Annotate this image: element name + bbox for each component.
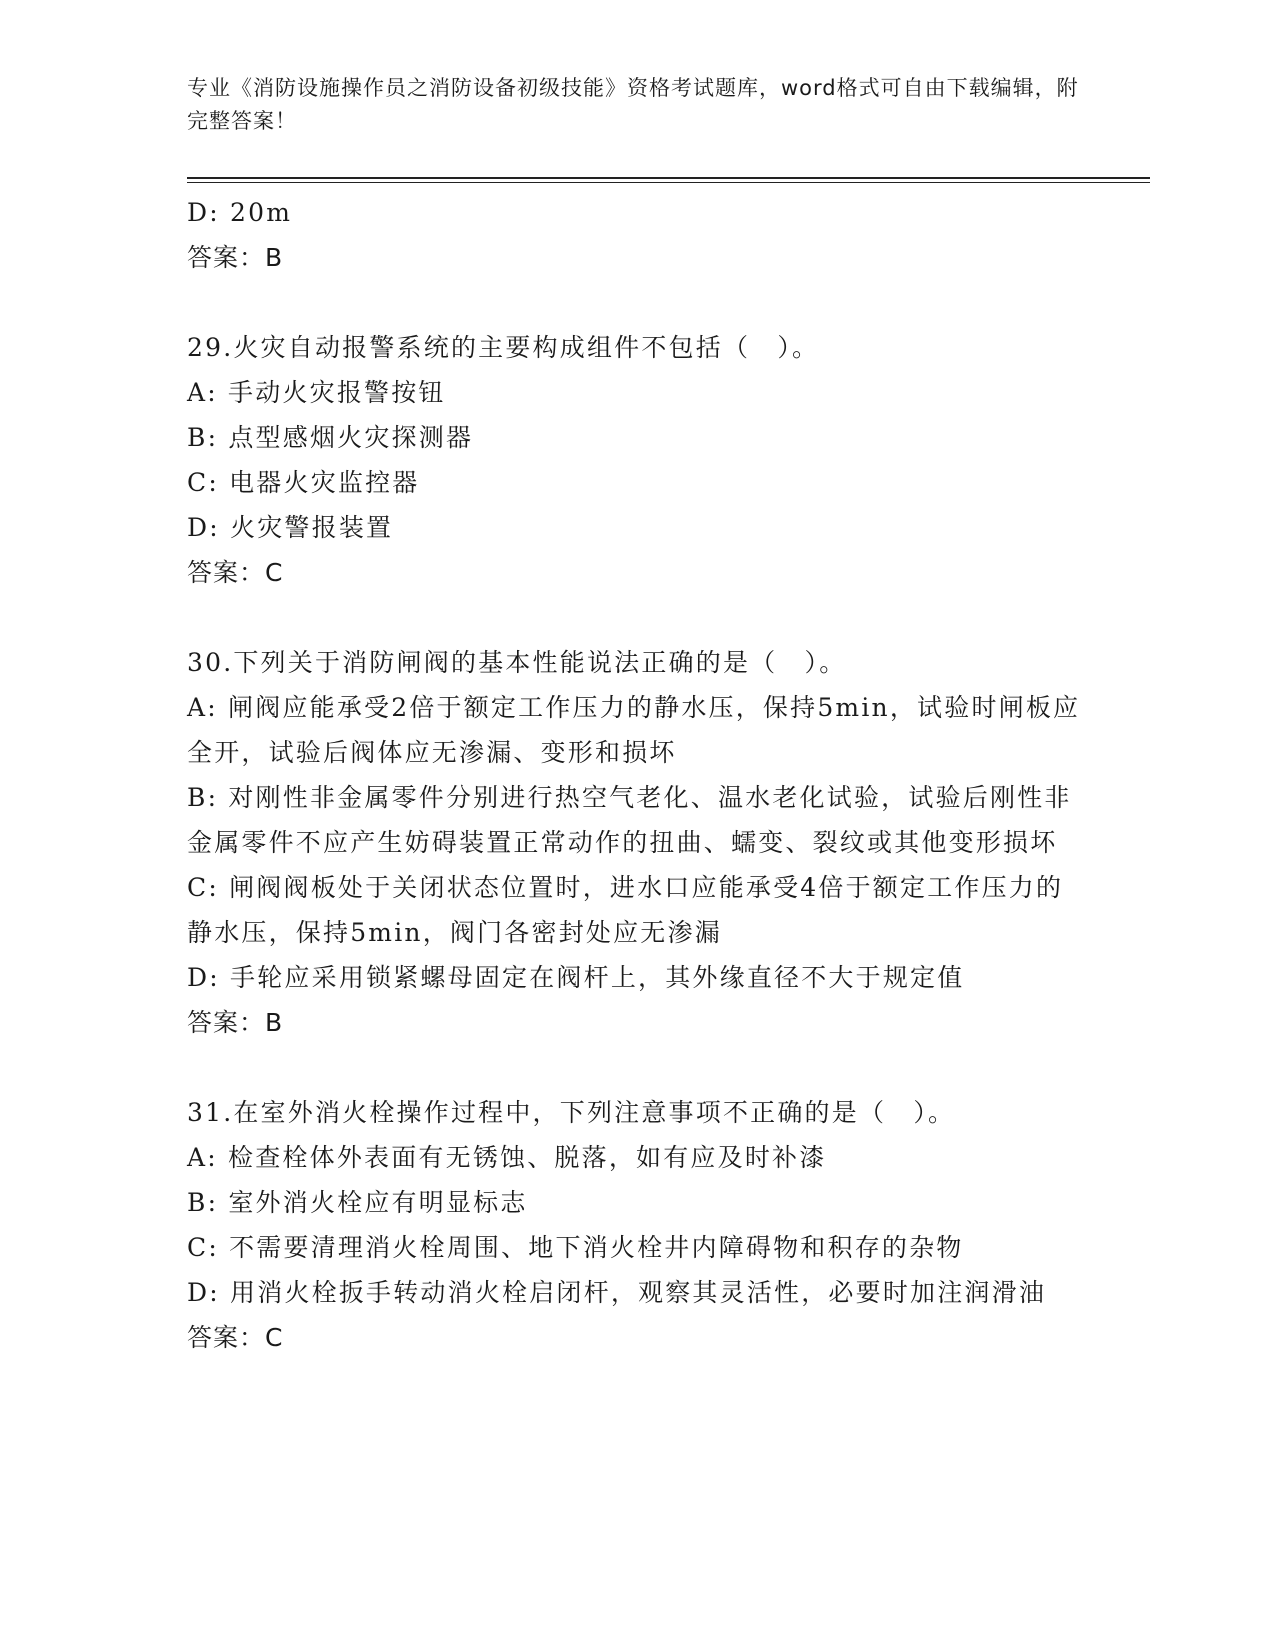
question-stem: 30.下列关于消防闸阀的基本性能说法正确的是（ ）。 xyxy=(187,648,847,677)
option-a: A: 检查栓体外表面有无锈蚀、脱落，如有应及时补漆 xyxy=(187,1143,827,1172)
option-c: C: 闸阀阀板处于关闭状态位置时，进水口应能承受4倍于额定工作压力的静水压，保持5min，阀门各密封处应无渗漏 xyxy=(187,873,1064,947)
spacer xyxy=(187,595,1082,640)
option-b: B: 点型感烟火灾探测器 xyxy=(187,423,474,452)
spacer xyxy=(187,1045,1082,1090)
option-a: A: 闸阀应能承受2倍于额定工作压力的静水压，保持5min，试验时闸板应全开，试验后阀体应无渗漏、变形和损坏 xyxy=(187,693,1081,767)
question-stem: 29.火灾自动报警系统的主要构成组件不包括（ ）。 xyxy=(187,333,820,362)
question-30 xyxy=(187,640,1082,1045)
option-c: C: 电器火灾监控器 xyxy=(187,468,420,497)
option-d: D: 火灾警报装置 xyxy=(187,513,394,542)
prev-question-option-d: D: 20m xyxy=(187,198,293,227)
option-a: A: 手动火灾报警按钮 xyxy=(187,378,446,407)
document-header: 专业《消防设施操作员之消防设备初级技能》资格考试题库，word格式可自由下载编辑，附完整答案！ xyxy=(187,76,1079,133)
question-content xyxy=(187,190,1082,1360)
prev-question-answer: 答案：B xyxy=(187,243,284,272)
option-c: C: 不需要清理消火栓周围、地下消火栓井内障碍物和积存的杂物 xyxy=(187,1233,964,1262)
header-divider-thick xyxy=(187,177,1150,179)
question-answer: 答案：C xyxy=(187,558,284,587)
spacer xyxy=(187,280,1082,325)
option-b: B: 室外消火栓应有明显标志 xyxy=(187,1188,528,1217)
question-answer: 答案：B xyxy=(187,1008,284,1037)
question-29 xyxy=(187,325,1082,595)
option-b: B: 对刚性非金属零件分别进行热空气老化、温水老化试验，试验后刚性非金属零件不应产生妨碍装置正常动作的扭曲、蠕变、裂纹或其他变形损坏 xyxy=(187,783,1072,857)
option-d: D: 用消火栓扳手转动消火栓启闭杆，观察其灵活性，必要时加注润滑油 xyxy=(187,1278,1047,1307)
question-31 xyxy=(187,1090,1082,1360)
question-stem: 31.在室外消火栓操作过程中，下列注意事项不正确的是（ ）。 xyxy=(187,1098,956,1127)
option-d: D: 手轮应采用锁紧螺母固定在阀杆上，其外缘直径不大于规定值 xyxy=(187,963,965,992)
header-divider-thin xyxy=(187,182,1150,183)
question-answer: 答案：C xyxy=(187,1323,284,1352)
